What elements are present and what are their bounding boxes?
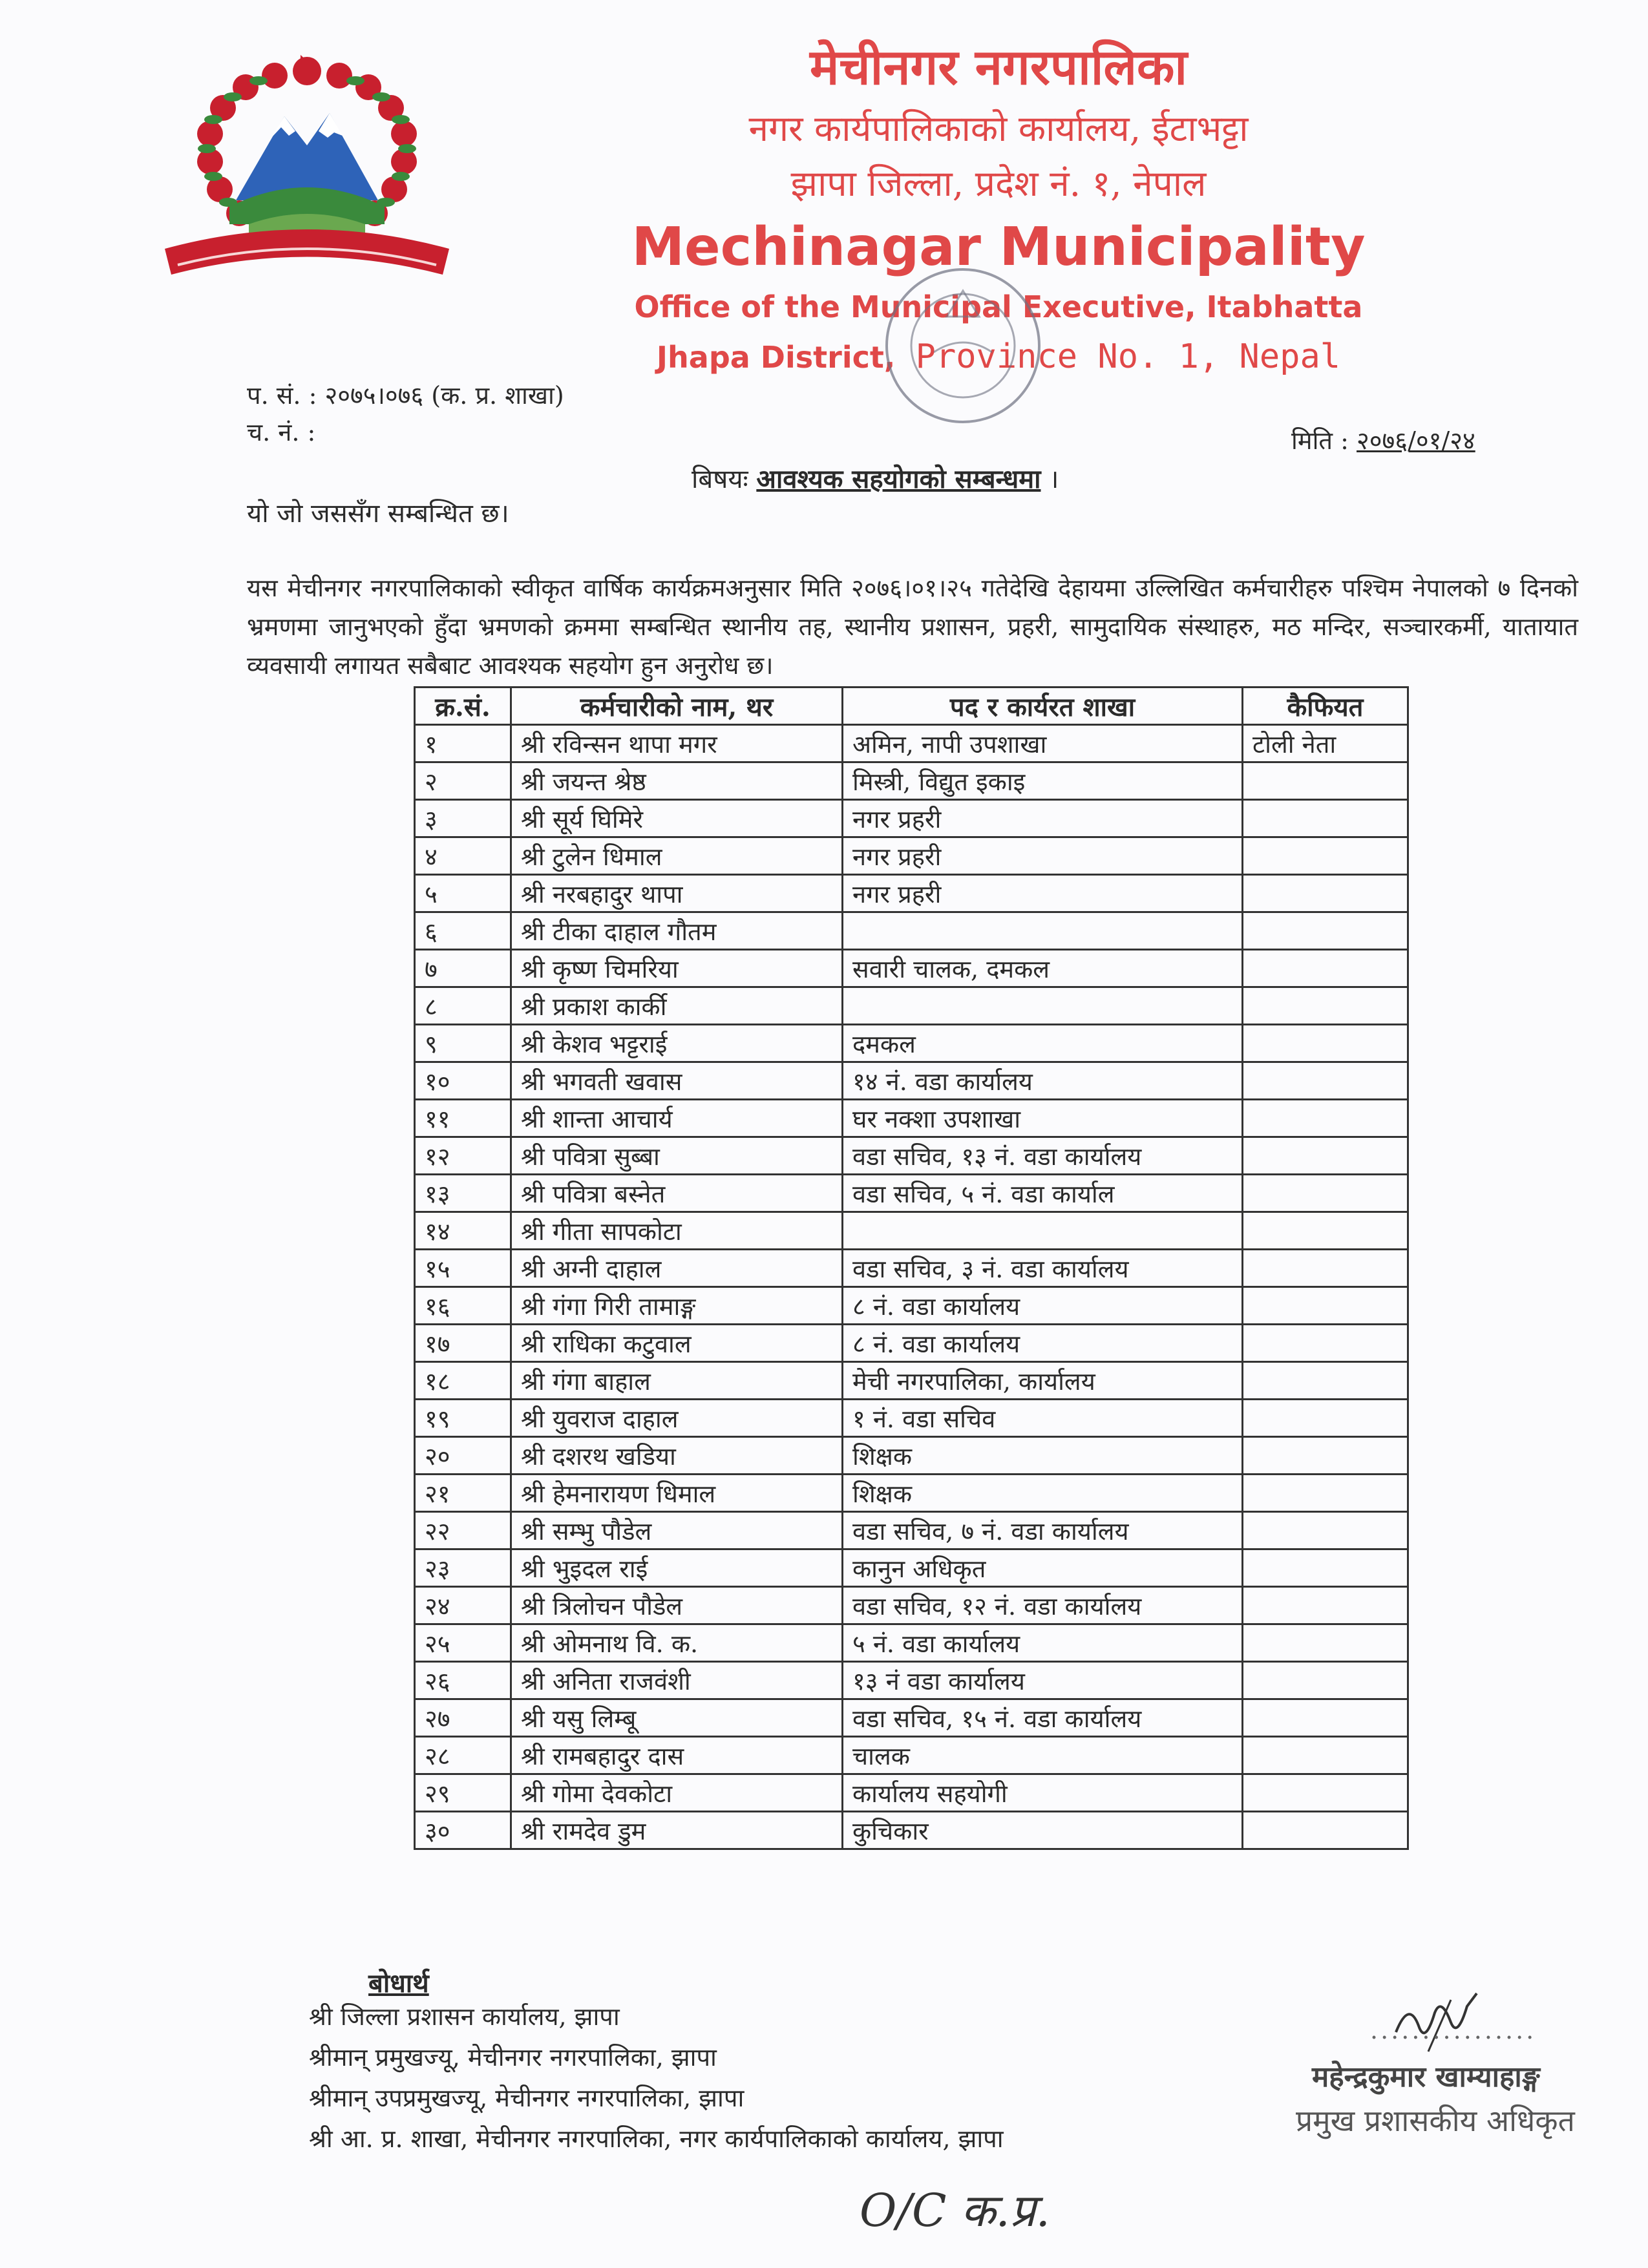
remarks-cell (1243, 837, 1408, 875)
post-cell: शिक्षक (843, 1475, 1243, 1512)
post-cell: मेची नगरपालिका, कार्यालय (843, 1362, 1243, 1400)
table-row (415, 1737, 1408, 1774)
serial-cell: ५ (415, 875, 511, 912)
serial-cell: २४ (415, 1587, 511, 1624)
remarks-cell (1243, 1699, 1408, 1737)
serial-cell: ६ (415, 912, 511, 950)
serial-cell: २० (415, 1437, 511, 1475)
post-cell: चालक (843, 1737, 1243, 1774)
post-cell: कार्यालय सहयोगी (843, 1774, 1243, 1812)
table-row (415, 1699, 1408, 1737)
remarks-cell (1243, 1400, 1408, 1437)
serial-cell: १२ (415, 1137, 511, 1175)
name-cell: श्री हेमनारायण धिमाल (511, 1475, 843, 1512)
remarks-cell (1243, 1025, 1408, 1062)
name-cell: श्री गंगा बाहाल (511, 1362, 843, 1400)
post-cell: नगर प्रहरी (843, 837, 1243, 875)
body-paragraph: यस मेचीनगर नगरपालिकाको स्वीकृत वार्षिक कार्यक्रमअनुसार मिति २०७६।०१।२५ गतेदेखि देहायमा उल्लिखित कर्मचारीहरु पश्चिम नेपालको ७ दिनको भ्रमणमा जानुभएको हुँदा भ्रमणको क्रममा सम्बन्धित स्थानीय तह, स्थानीय प्रशासन, प्रहरी, सामुदायिक संस्थाहरु, मठ मन्दिर, सञ्चारकर्मी, यातायात व्यवसायी लगायत सबैबाट आवश्यक सहयोग हुन अनुरोध छ। (247, 574, 1578, 680)
name-cell: श्री शान्ता आचार्य (511, 1100, 843, 1137)
post-cell: शिक्षक (843, 1437, 1243, 1475)
remarks-cell (1243, 762, 1408, 800)
name-cell: श्री युवराज दाहाल (511, 1400, 843, 1437)
name-cell: श्री राधिका कटुवाल (511, 1325, 843, 1362)
post-cell: ८ नं. वडा कार्यालय (843, 1325, 1243, 1362)
table-row (415, 1587, 1408, 1624)
office-name-nepali: नगर कार्यपालिकाको कार्यालय, ईटाभट्टा (748, 108, 1249, 149)
post-cell: घर नक्शा उपशाखा (843, 1100, 1243, 1137)
cc-item: श्रीमान् उपप्रमुखज्यू, मेचीनगर नगरपालिका, झापा (309, 2084, 745, 2112)
name-cell: श्री अग्नी दाहाल (511, 1250, 843, 1287)
table-row (415, 1812, 1408, 1849)
post-cell: १४ नं. वडा कार्यालय (843, 1062, 1243, 1100)
municipality-name-english: Mechinagar Municipality (631, 216, 1366, 278)
serial-cell: १७ (415, 1325, 511, 1362)
date-label: मिति : (1291, 426, 1357, 455)
remarks-cell (1243, 1437, 1408, 1475)
post-cell: वडा सचिव, १५ नं. वडा कार्यालय (843, 1699, 1243, 1737)
signature-line: ................ (1370, 2016, 1537, 2044)
post-cell: वडा सचिव, ५ नं. वडा कार्याल (843, 1175, 1243, 1212)
name-cell: श्री रामबहादुर दास (511, 1737, 843, 1774)
remarks-cell: टोली नेता (1243, 725, 1408, 762)
remarks-cell (1243, 912, 1408, 950)
serial-cell: ३० (415, 1812, 511, 1849)
office-name-english: Office of the Municipal Executive, Itabhatta (634, 289, 1363, 324)
table-row (415, 1437, 1408, 1475)
name-cell: श्री टुलेन धिमाल (511, 837, 843, 875)
table-row (415, 800, 1408, 837)
signatory-name: महेन्द्रकुमार खाम्याहाङ्ग (1312, 2061, 1540, 2094)
name-cell: श्री सूर्य घिमिरे (511, 800, 843, 837)
table-row (415, 1662, 1408, 1699)
serial-cell: १६ (415, 1287, 511, 1325)
name-cell: श्री गंगा गिरी तामाङ्ग (511, 1287, 843, 1325)
serial-cell: १९ (415, 1400, 511, 1437)
remarks-cell (1243, 1737, 1408, 1774)
name-cell: श्री यसु लिम्बू (511, 1699, 843, 1737)
serial-cell: ३ (415, 800, 511, 837)
table-row (415, 1212, 1408, 1250)
subject-label: बिषयः (692, 465, 757, 494)
name-cell: श्री अनिता राजवंशी (511, 1662, 843, 1699)
table-row (415, 725, 1408, 762)
subject-text: आवश्यक सहयोगको सम्बन्धमा (756, 464, 1041, 494)
remarks-cell (1243, 1287, 1408, 1325)
table-row (415, 1512, 1408, 1549)
remarks-cell (1243, 1362, 1408, 1400)
name-cell: श्री रामदेव डुम (511, 1812, 843, 1849)
remarks-cell (1243, 1549, 1408, 1587)
table-row (415, 762, 1408, 800)
remarks-cell (1243, 1475, 1408, 1512)
post-cell: मिस्त्री, विद्युत इकाइ (843, 762, 1243, 800)
name-cell: श्री पवित्रा सुब्बा (511, 1137, 843, 1175)
remarks-cell (1243, 1512, 1408, 1549)
handwritten-note: O/C क.प्र. (860, 2184, 1050, 2237)
remarks-cell (1243, 1325, 1408, 1362)
post-cell: दमकल (843, 1025, 1243, 1062)
remarks-cell (1243, 1062, 1408, 1100)
serial-cell: ८ (415, 987, 511, 1025)
post-cell: अमिन, नापी उपशाखा (843, 725, 1243, 762)
header-post: पद र कार्यरत शाखा (843, 688, 1243, 725)
post-cell (843, 912, 1243, 950)
table-row (415, 1250, 1408, 1287)
post-cell (843, 1212, 1243, 1250)
serial-cell: २८ (415, 1737, 511, 1774)
post-cell: वडा सचिव, १३ नं. वडा कार्यालय (843, 1137, 1243, 1175)
name-cell: श्री दशरथ खडिया (511, 1437, 843, 1475)
table-row (415, 1362, 1408, 1400)
serial-cell: २५ (415, 1624, 511, 1662)
post-cell: वडा सचिव, ३ नं. वडा कार्यालय (843, 1250, 1243, 1287)
table-row (415, 1062, 1408, 1100)
signatory-title: प्रमुख प्रशासकीय अधिकृत (1296, 2103, 1575, 2138)
name-cell: श्री केशव भट्टराई (511, 1025, 843, 1062)
table-row (415, 875, 1408, 912)
subject-line (692, 460, 1059, 496)
name-cell: श्री भुइदल राई (511, 1549, 843, 1587)
serial-cell: १० (415, 1062, 511, 1100)
name-cell: श्री प्रकाश कार्की (511, 987, 843, 1025)
salutation: यो जो जससँग सम्बन्धित छ। (247, 499, 509, 529)
remarks-cell (1243, 875, 1408, 912)
table-row (415, 1137, 1408, 1175)
serial-cell: २ (415, 762, 511, 800)
remarks-cell (1243, 1662, 1408, 1699)
post-cell: सवारी चालक, दमकल (843, 950, 1243, 987)
name-cell: श्री ओमनाथ वि. क. (511, 1624, 843, 1662)
post-cell: वडा सचिव, १२ नं. वडा कार्यालय (843, 1587, 1243, 1624)
header-serial: क्र.सं. (415, 688, 511, 725)
municipal-emblem (152, 55, 462, 294)
header-remarks: कैफियत (1243, 688, 1408, 725)
post-cell: ८ नं. वडा कार्यालय (843, 1287, 1243, 1325)
cc-item: श्रीमान् प्रमुखज्यू, मेचीनगर नगरपालिका, झापा (309, 2043, 717, 2072)
name-cell: श्री कृष्ण चिमरिया (511, 950, 843, 987)
serial-cell: १८ (415, 1362, 511, 1400)
table-row (415, 912, 1408, 950)
cc-title: बोधार्थ (368, 1968, 429, 1999)
name-cell: श्री रविन्सन थापा मगर (511, 725, 843, 762)
post-cell: १३ नं वडा कार्यालय (843, 1662, 1243, 1699)
table-row (415, 1325, 1408, 1362)
table-row (415, 1475, 1408, 1512)
reference-number: प. सं. : २०७५।०७६ (क. प्र. शाखा) (247, 381, 564, 410)
serial-cell: २६ (415, 1662, 511, 1699)
remarks-cell (1243, 1250, 1408, 1287)
serial-cell: १५ (415, 1250, 511, 1287)
serial-cell: २९ (415, 1774, 511, 1812)
post-cell: नगर प्रहरी (843, 800, 1243, 837)
serial-cell: २३ (415, 1549, 511, 1587)
table-row (415, 1025, 1408, 1062)
post-cell (843, 987, 1243, 1025)
name-cell: श्री टीका दाहाल गौतम (511, 912, 843, 950)
name-cell: श्री त्रिलोचन पौडेल (511, 1587, 843, 1624)
cc-item: श्री जिल्ला प्रशासन कार्यालय, झापा (309, 2002, 620, 2031)
address-english-part2: Province No. 1, Nepal (895, 337, 1341, 376)
table-row (415, 1100, 1408, 1137)
table-row (415, 950, 1408, 987)
table-row (415, 837, 1408, 875)
staff-table (414, 686, 1409, 1850)
address-english-part1: Jhapa District, (656, 340, 896, 375)
name-cell: श्री जयन्त श्रेष्ठ (511, 762, 843, 800)
serial-cell: ४ (415, 837, 511, 875)
staff-table-body (415, 725, 1408, 1849)
post-cell: १ नं. वडा सचिव (843, 1400, 1243, 1437)
date-value: २०७६/०१/२४ (1357, 426, 1475, 455)
subject-end: । (1041, 465, 1059, 494)
header-name: कर्मचारीको नाम, थर (511, 688, 843, 725)
table-header-row (415, 688, 1408, 725)
name-cell: श्री गीता सापकोटा (511, 1212, 843, 1250)
municipality-name-nepali: मेचीनगर नगरपालिका (809, 38, 1188, 96)
name-cell: श्री पवित्रा बस्नेत (511, 1175, 843, 1212)
serial-cell: २७ (415, 1699, 511, 1737)
remarks-cell (1243, 1100, 1408, 1137)
table-row (415, 1287, 1408, 1325)
name-cell: श्री नरबहादुर थापा (511, 875, 843, 912)
remarks-cell (1243, 987, 1408, 1025)
remarks-cell (1243, 800, 1408, 837)
post-cell: कानुन अधिकृत (843, 1549, 1243, 1587)
name-cell: श्री सम्भु पौडेल (511, 1512, 843, 1549)
table-row (415, 1400, 1408, 1437)
name-cell: श्री भगवती खवास (511, 1062, 843, 1100)
post-cell: ५ नं. वडा कार्यालय (843, 1624, 1243, 1662)
cc-list (309, 1997, 1004, 2159)
serial-cell: १ (415, 725, 511, 762)
post-cell: नगर प्रहरी (843, 875, 1243, 912)
remarks-cell (1243, 1624, 1408, 1662)
table-row (415, 987, 1408, 1025)
remarks-cell (1243, 1212, 1408, 1250)
serial-cell: २१ (415, 1475, 511, 1512)
serial-cell: ९ (415, 1025, 511, 1062)
office-stamp (869, 255, 1057, 449)
dispatch-number: च. नं. : (247, 418, 316, 446)
serial-cell: १३ (415, 1175, 511, 1212)
serial-cell: ७ (415, 950, 511, 987)
remarks-cell (1243, 1812, 1408, 1849)
remarks-cell (1243, 1587, 1408, 1624)
remarks-cell (1243, 1774, 1408, 1812)
post-cell: कुचिकार (843, 1812, 1243, 1849)
serial-cell: ११ (415, 1100, 511, 1137)
table-row (415, 1774, 1408, 1812)
remarks-cell (1243, 1175, 1408, 1212)
remarks-cell (1243, 1137, 1408, 1175)
table-row (415, 1175, 1408, 1212)
post-cell: वडा सचिव, ७ नं. वडा कार्यालय (843, 1512, 1243, 1549)
serial-cell: १४ (415, 1212, 511, 1250)
table-row (415, 1624, 1408, 1662)
remarks-cell (1243, 950, 1408, 987)
cc-item: श्री आ. प्र. शाखा, मेचीनगर नगरपालिका, नगर कार्यपालिकाको कार्यालय, झापा (309, 2125, 1004, 2153)
address-nepali: झापा जिल्ला, प्रदेश नं. १, नेपाल (790, 163, 1207, 204)
table-row (415, 1549, 1408, 1587)
letter-date (1291, 423, 1475, 457)
serial-cell: २२ (415, 1512, 511, 1549)
name-cell: श्री गोमा देवकोटा (511, 1774, 843, 1812)
